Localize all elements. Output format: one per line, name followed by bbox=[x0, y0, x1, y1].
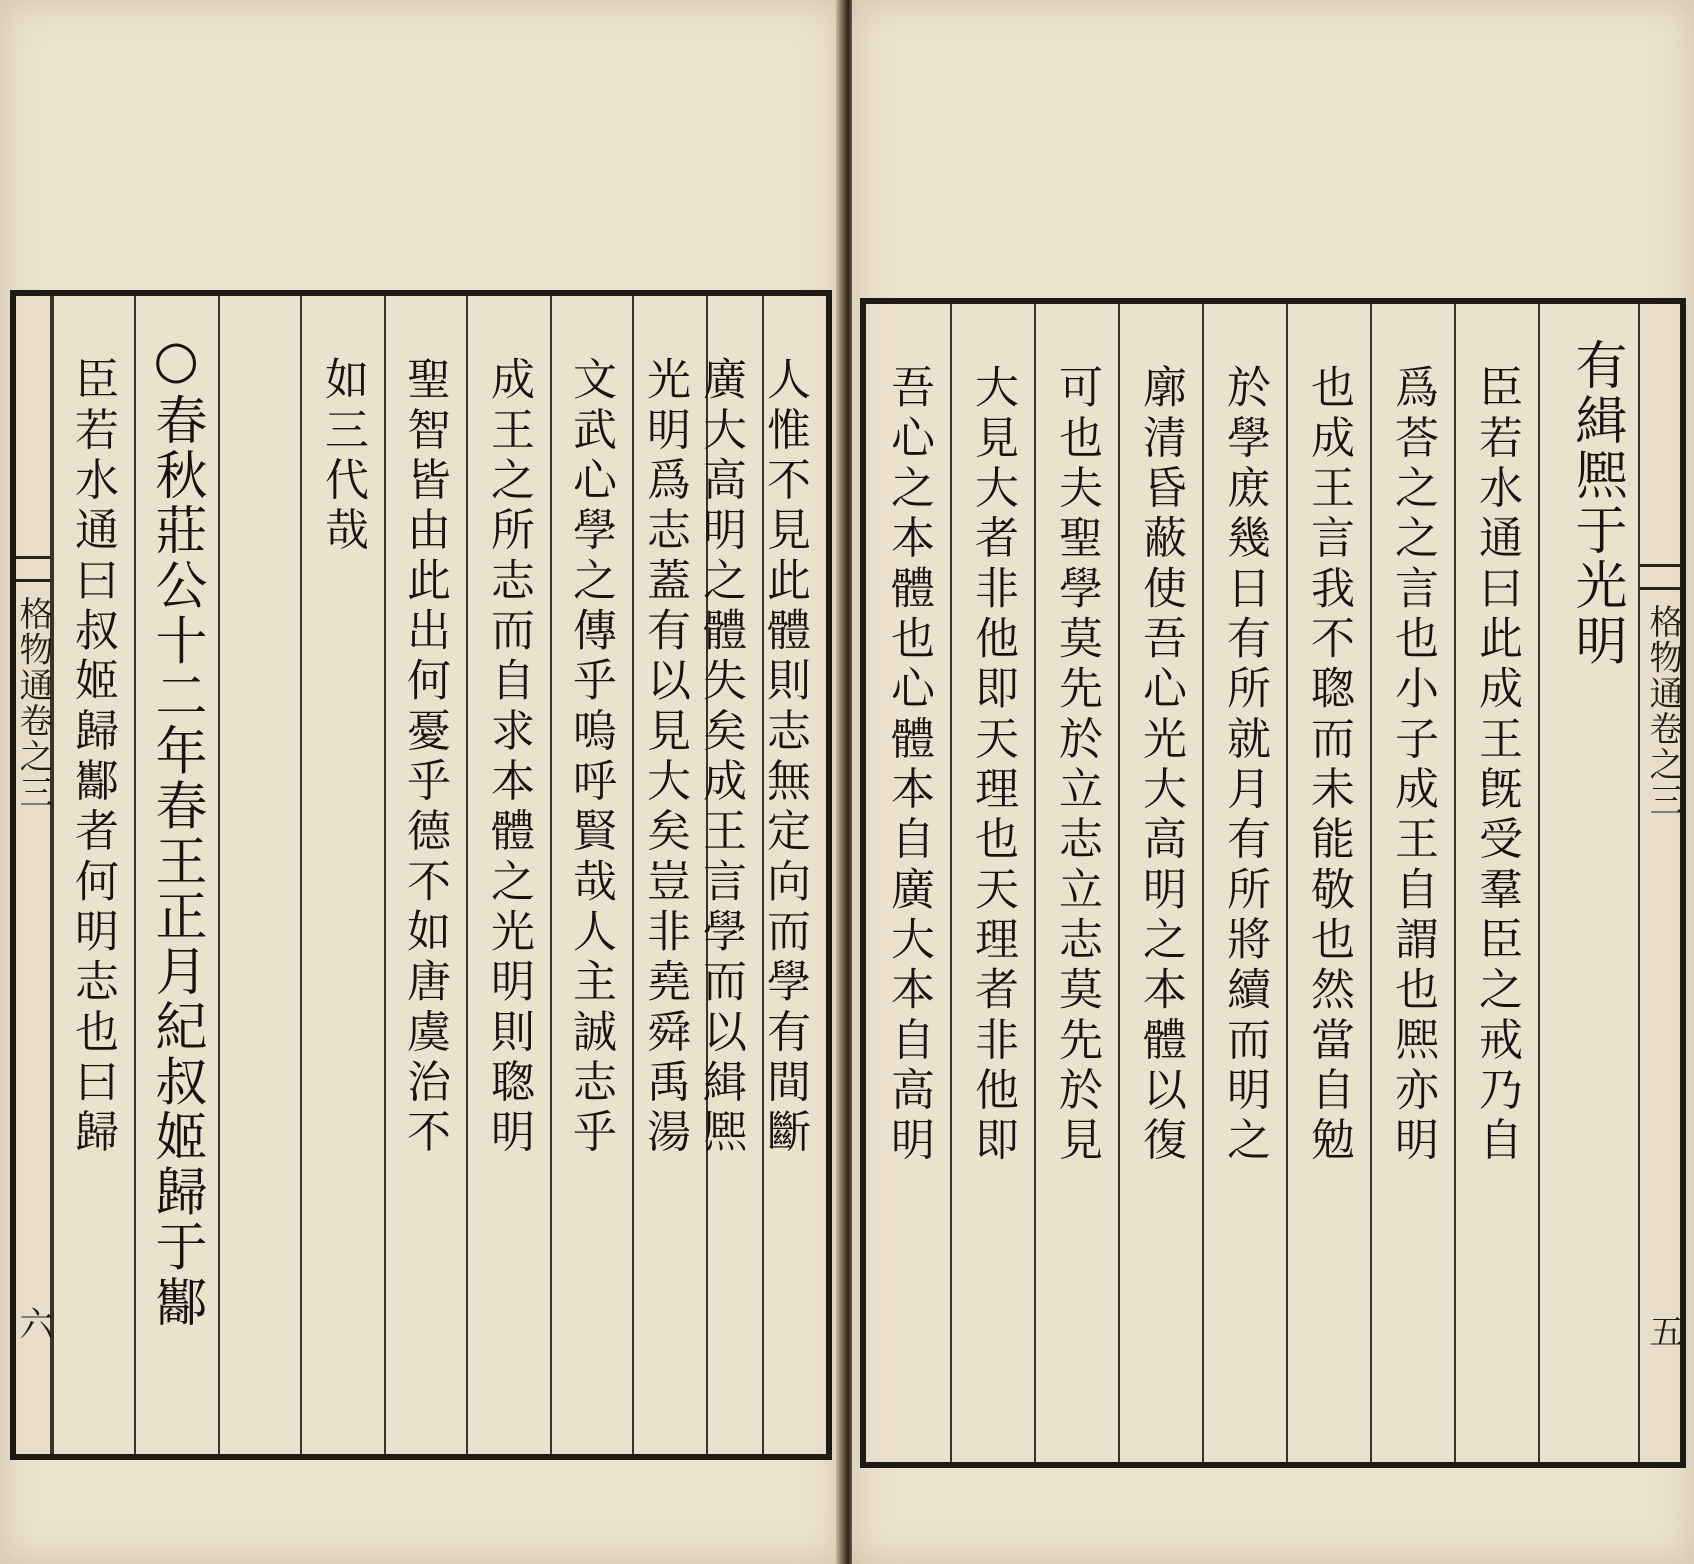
text-column: 臣若水通曰叔姬歸酅者何明志也曰歸 bbox=[52, 296, 134, 1454]
text-column: 可也夫聖學莫先於立志立志莫先於見 bbox=[1034, 304, 1118, 1462]
right-page-frame bbox=[860, 298, 1686, 1468]
right-banxin bbox=[1638, 304, 1683, 1462]
text-column: 成王之所志而自求本體之光明則聦明 bbox=[466, 296, 550, 1454]
text-column: 有緝熈于光明 bbox=[1538, 304, 1638, 1462]
right-page bbox=[852, 0, 1694, 1564]
text-column: 爲荅之之言也小子成王自謂也熈亦明 bbox=[1370, 304, 1454, 1462]
text-column: 聖智皆由此出何憂乎德不如唐虞治不 bbox=[384, 296, 466, 1454]
text-column: 臣若水通曰此成王旣受羣臣之戒乃自 bbox=[1454, 304, 1538, 1462]
fishtail-mark bbox=[16, 556, 50, 582]
left-page-frame bbox=[10, 290, 832, 1460]
banxin-page-number: 五 bbox=[1643, 1314, 1683, 1348]
text-column: ○春秋莊公十二年春王正月紀叔姬歸于酅 bbox=[134, 296, 218, 1454]
text-column bbox=[218, 296, 300, 1454]
text-column: 光明爲志蓋有以見大矣豈非堯舜禹湯 bbox=[632, 296, 706, 1454]
text-column: 於學庻幾日有所就月有所將續而明之 bbox=[1202, 304, 1286, 1462]
text-column: 廓清昏蔽使吾心光大高明之本體以復 bbox=[1118, 304, 1202, 1462]
left-banxin bbox=[13, 296, 53, 1454]
text-column: 人惟不見此體則志無定向而學有間斷 bbox=[762, 296, 826, 1454]
text-column: 也成王言我不聦而未能敬也然當自勉 bbox=[1286, 304, 1370, 1462]
left-page bbox=[0, 0, 842, 1564]
fishtail-mark bbox=[1640, 564, 1680, 590]
banxin-title: 格物通卷之三 bbox=[13, 596, 53, 811]
text-column: 文武心學之傳乎嗚呼賢哉人主誠志乎 bbox=[550, 296, 632, 1454]
text-column: 如三代哉 bbox=[300, 296, 384, 1454]
banxin-page-number: 六 bbox=[13, 1306, 53, 1340]
banxin-title: 格物通卷之三 bbox=[1643, 604, 1683, 819]
text-column: 大見大者非他即天理也天理者非他即 bbox=[950, 304, 1034, 1462]
text-column: 吾心之本體也心體本自廣大本自高明 bbox=[883, 364, 934, 1167]
text-column: 廣大高明之體失矣成王言學而以緝熈 bbox=[706, 296, 762, 1454]
